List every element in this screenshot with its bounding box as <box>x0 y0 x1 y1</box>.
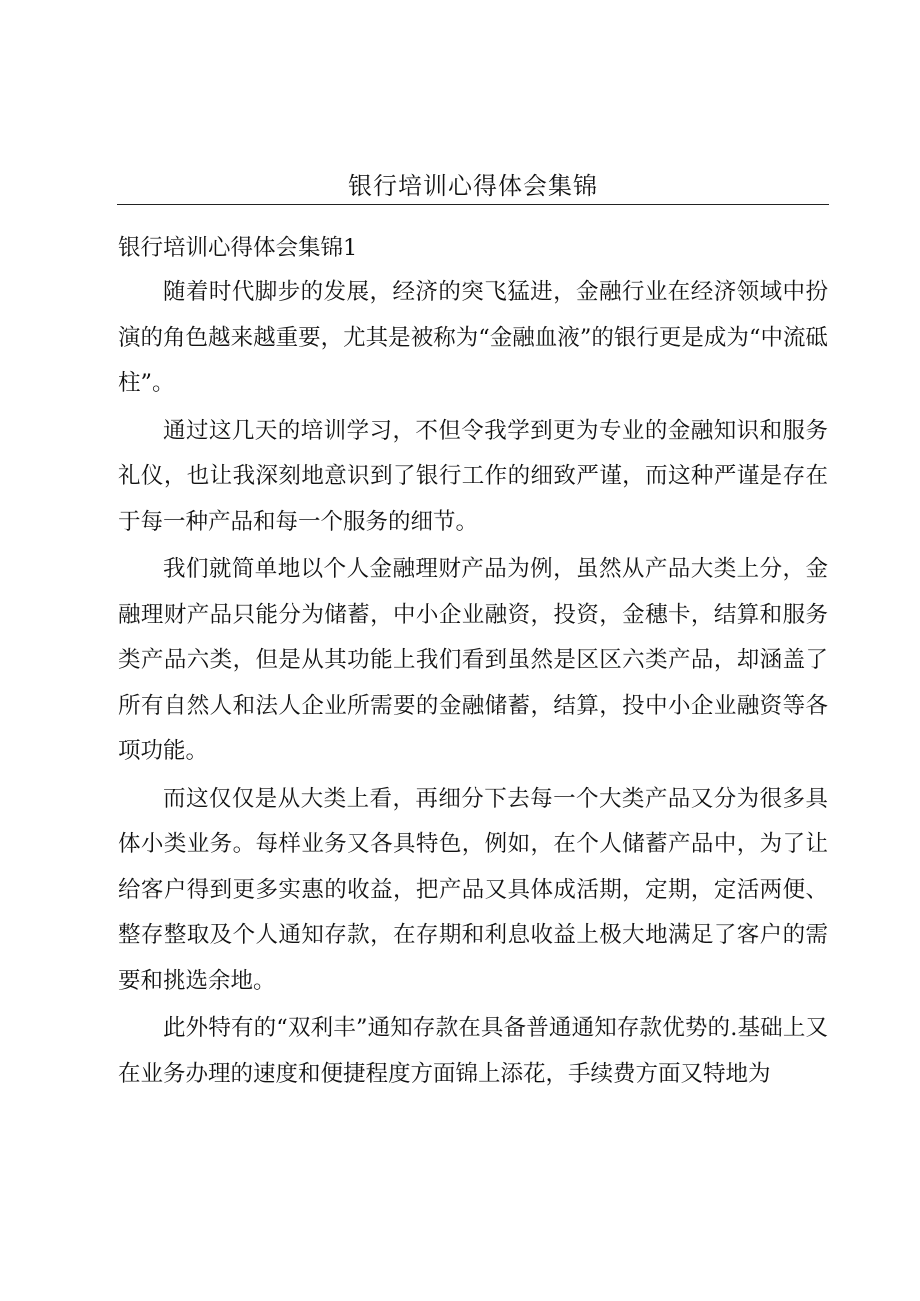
paragraph-2: 通过这几天的培训学习，不但令我学到更为专业的金融知识和服务礼仪，也让我深刻地意识到了银行工作的细致严谨，而这种严谨是存在于每一种产品和每一个服务的细节。 <box>118 417 828 535</box>
document-body <box>118 228 828 1099</box>
title-underline <box>117 204 829 205</box>
paragraph-1: 随着时代脚步的发展，经济的突飞猛进，金融行业在经济领域中扮演的角色越来越重要，尤其是被称为“金融血液”的银行更是成为“中流砥柱”。 <box>118 279 828 396</box>
paragraph-5: 此外特有的“双利丰”通知存款在具备普通通知存款优势的.基础上又在业务办理的速度和便捷程度方面锦上添花，手续费方面又特地为 <box>118 1015 828 1087</box>
section-heading: 银行培训心得体会集锦1 <box>118 235 358 261</box>
paragraph-4: 而这仅仅是从大类上看，再细分下去每一个大类产品又分为很多具体小类业务。每样业务又各具特色，例如，在个人储蓄产品中，为了让给客户得到更多实惠的收益，把产品又具体成活期，定期，定活两便、整存整取及个人通知存款，在存期和利息收益上极大地满足了客户的需要和挑选余地。 <box>118 785 828 994</box>
document-title: 银行培训心得体会集锦 <box>348 172 598 200</box>
paragraph-3: 我们就简单地以个人金融理财产品为例，虽然从产品大类上分，金融理财产品只能分为储蓄，中小企业融资，投资，金穗卡，结算和服务类产品六类，但是从其功能上我们看到虽然是区区六类产品，却涵盖了所有自然人和法人企业所需要的金融储蓄，结算，投中小企业融资等各项功能。 <box>118 556 828 764</box>
